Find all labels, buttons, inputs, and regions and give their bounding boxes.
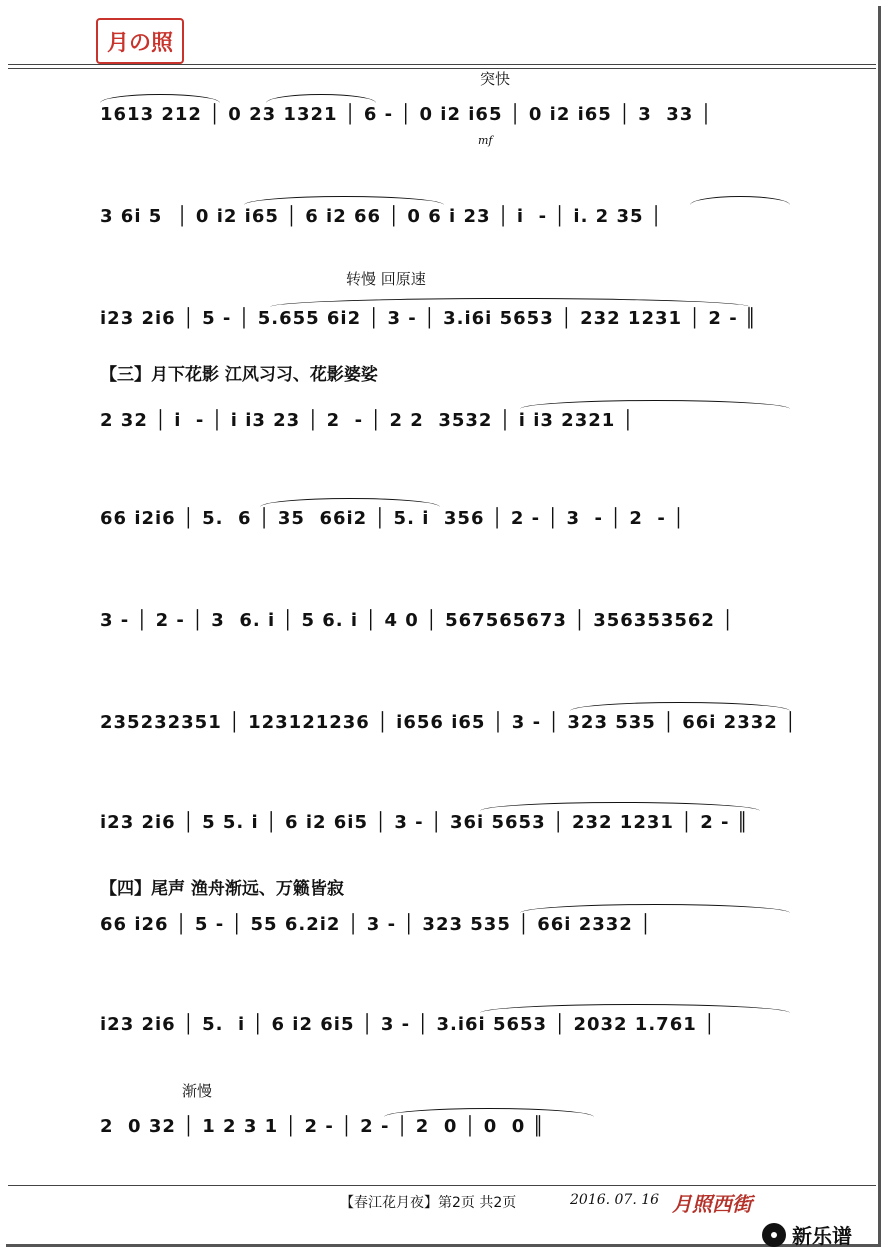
record-icon <box>762 1223 786 1247</box>
score-line-10: i23 2i6 │ 5. i │ 6 i2 6i5 │ 3 - │ 3.i6i 5653 │ 2032 1.761 │ <box>100 1014 716 1035</box>
header-rule <box>8 64 876 65</box>
score-line-6: 3 - │ 2 - │ 3 6. i │ 5 6. i │ 4 0 │ 567565673 │ 356353562 │ <box>100 610 735 631</box>
dynamic-mf: mf <box>478 134 493 147</box>
footer-rule <box>8 1185 876 1186</box>
brand-text: 新乐谱 <box>792 1224 852 1248</box>
annotation-zhuanman: 转慢 回原速 <box>346 270 426 288</box>
score-line-7: 235232351 │ 123121236 │ i656 i65 │ 3 - │ 323 535 │ 66i 2332 │ <box>100 712 797 733</box>
footer-date: 2016. 07. 16 <box>570 1192 660 1208</box>
score-line-9: 66 i26 │ 5 - │ 55 6.2i2 │ 3 - │ 323 535 │ 66i 2332 │ <box>100 914 652 935</box>
score-line-1: 1613 212 │ 0 23 1321 │ 6 - │ 0 i2 i65 │ 0 i2 i65 │ 3 33 │ <box>100 104 713 125</box>
brand-mark <box>762 1220 852 1249</box>
section-3-title: 【三】月下花影 江风习习、花影婆娑 <box>100 365 378 385</box>
score-line-5: 66 i2i6 │ 5. 6 │ 35 66i2 │ 5. i 356 │ 2 - │ 3 - │ 2 - │ <box>100 508 685 529</box>
score-line-11: 2 0 32 │ 1 2 3 1 │ 2 - │ 2 - │ 2 0 │ 0 0 ║ <box>100 1116 545 1137</box>
score-line-8: i23 2i6 │ 5 5. i │ 6 i2 6i5 │ 3 - │ 36i 5653 │ 232 1231 │ 2 - ║ <box>100 812 749 833</box>
score-line-4: 2 32 │ i - │ i i3 23 │ 2 - │ 2 2 3532 │ i i3 2321 │ <box>100 410 635 431</box>
annotation-tuqi: 突快 <box>480 70 511 88</box>
score-line-3: i23 2i6 │ 5 - │ 5.655 6i2 │ 3 - │ 3.i6i 5653 │ 232 1231 │ 2 - ║ <box>100 308 757 329</box>
header-rule-2 <box>8 68 876 69</box>
section-4-title: 【四】尾声 渔舟渐远、万籁皆寂 <box>100 879 344 899</box>
footer-title: 【春江花月夜】第2页 共2页 <box>340 1195 517 1211</box>
signature-stamp: 月照西街 <box>672 1192 752 1216</box>
annotation-jianman: 渐慢 <box>182 1082 213 1100</box>
logo-stamp: 月の照 <box>96 18 184 64</box>
score-line-2: 3 6i 5 │ 0 i2 i65 │ 6 i2 66 │ 0 6 i 23 │ i - │ i. 2 35 │ <box>100 206 663 227</box>
